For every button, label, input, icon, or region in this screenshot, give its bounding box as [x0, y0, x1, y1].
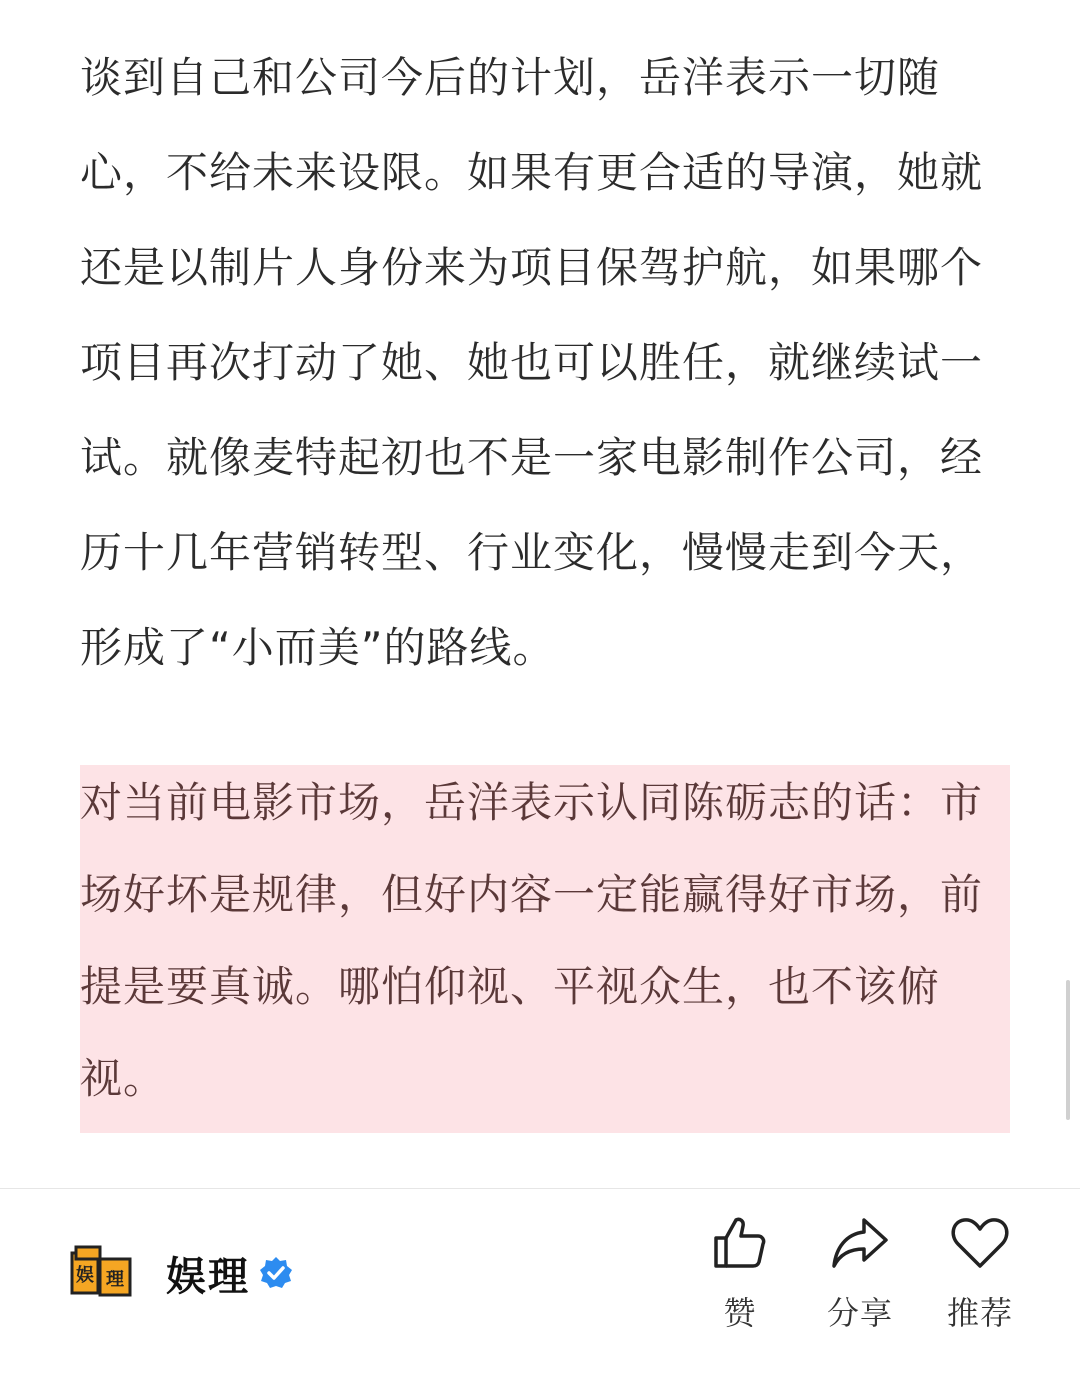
article-body: [80, 30, 1010, 695]
share-button[interactable]: [810, 1212, 910, 1342]
avatar-text-1: 娱: [76, 1265, 94, 1286]
verified-badge-icon: [258, 1255, 294, 1291]
scrollbar-thumb[interactable]: [1066, 980, 1070, 1120]
recommend-label: 推荐: [946, 1294, 1013, 1332]
article-paragraph: 谈到自己和公司今后的计划，岳洋表示一切随心，不给未来设限。如果有更合适的导演，她就还是以制片人身份来为项目保驾护航，如果哪个项目再次打动了她、她也可以胜任，就继续试一试。就像麦特起初也不是一家电影制作公司，经历十几年营销转型、行业变化，慢慢走到今天，形成了“小而美”的路线。: [80, 53, 984, 672]
like-button[interactable]: [690, 1212, 790, 1342]
highlight-paragraph: 对当前电影市场，岳洋表示认同陈砺志的话：市场好坏是规律，但好内容一定能赢得好市场，前提是要真诚。哪怕仰视、平视众生，也不该俯视。: [80, 778, 984, 1103]
author-info[interactable]: [70, 1238, 294, 1308]
highlight-block: [80, 765, 1010, 1133]
like-label: 赞: [723, 1294, 757, 1332]
avatar[interactable]: [70, 1241, 134, 1305]
divider: [0, 1188, 1080, 1189]
thumbs-up-icon: [710, 1212, 770, 1272]
action-bar: [690, 1212, 1030, 1342]
author-name[interactable]: 娱理: [166, 1253, 250, 1300]
heart-icon: [950, 1212, 1010, 1272]
share-arrow-icon: [830, 1212, 890, 1272]
recommend-button[interactable]: [930, 1212, 1030, 1342]
yuli-logo-icon: [70, 1241, 134, 1305]
share-label: 分享: [826, 1294, 893, 1332]
avatar-text-2: 理: [106, 1269, 124, 1290]
